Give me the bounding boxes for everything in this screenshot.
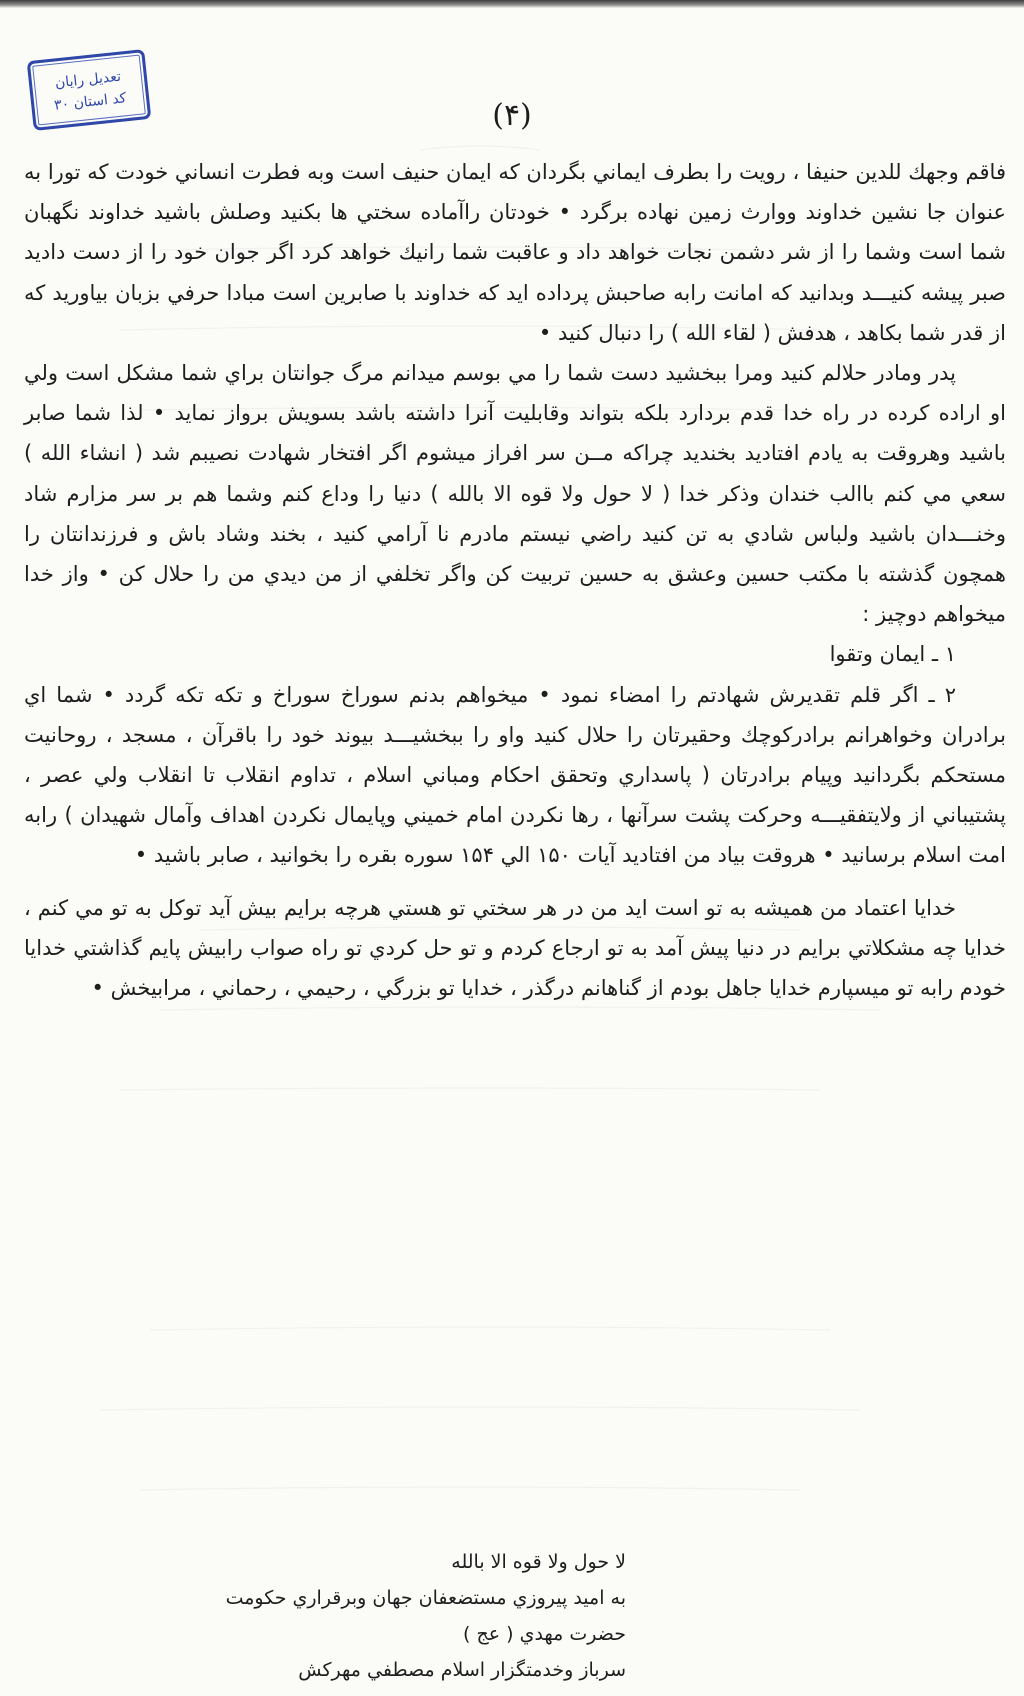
stamp-line-2: کد استان ۳۰ [53, 90, 128, 114]
list-item-1: ۱ ـ ايمان وتقوا [829, 642, 956, 667]
closing-line-1: لا حول ولا قوه الا بالله [451, 1551, 626, 1573]
paragraph-prayer: خدايا اعتماد من هميشه به تو است ايد من در هر سختي تو هستي هرچه برايم بيش آيد توكل به تو مي كنم ، خدايا چه مشكلاتي برايم در دنيا پيش آمد به تو ارجاع كردم و تو حل كردي تو راه صواب رابيش پايم گذاشتي خدايا خودم رابه تو ميسپارم خدايا جاهل بودم از گناهانم درگذر ، خدايا تو بزرگي ، رحيمي ، رحماني ، مرابيخش • [24, 895, 1006, 1001]
closing-block [226, 1544, 626, 1688]
letter-body [24, 152, 1006, 1008]
list-item-2: ۲ ـ اگر قلم تقديرش شهادتم را امضاء نمود • ميخواهم بدنم سوراخ سوراخ و تكه تكه گردد • شما اي برادران وخواهرانم برادركوچك وحقيرتان را حلال كنيد واو را ببخشيـــد بيوند خود را باقرآن ، مسجد ، روحانيت مستحكم بگردانيد وپيام برادرتان ( پاسداري وتحقق احكام ومباني اسلام ، تداوم انقلاب تا انقلاب ولي عصر ، پشتيباني از ولايتفقيـــه وحركت پشت سرآنها ، رها نكردن امام خميني وپايمال نكردن اهداف وآمال شهيدان ) رابه امت اسلام برسانيد • هروقت بياد من افتاديد آيات ۱۵۰ الي ۱۵۴ سوره بقره را بخوانيد ، صابر باشيد • [24, 682, 1006, 868]
page-number: (۴) [492, 98, 532, 133]
closing-line-4: سرباز وخدمتگزار اسلام مصطفي مهركش [298, 1659, 626, 1681]
closing-line-3: حضرت مهدي ( عج ) [463, 1623, 626, 1645]
closing-line-2: به اميد پيروزي مستضعفان جهان وبرقراري حكومت [225, 1587, 626, 1609]
blue-stamp [27, 49, 152, 131]
scan-top-edge [0, 0, 1024, 8]
stamp-line-1: تعدیل رایان [54, 68, 122, 92]
stamp-lettering [30, 52, 148, 127]
paragraph-1: فاقم وجهك للدين حنيفا ، رويت را بطرف ايماني بگردان كه ايمان حنيف است وبه فطرت انساني خودت كه تورا به عنوان جا نشين خداوند ووارث زمين نهاده برگرد • خودتان راآماده سختي ها بكنيد وصلش باشيد خداوند نگهبان شما است وشما را از شر دشمن نجات خواهد داد و عاقبت شما رانيك خواهد كرد اگر جوان خود را از دست داديد صبر پيشه كنيـــد وبدانيد كه امانت رابه صاحبش پرداده ايد كه خداوند با صابرين است مبادا حرفي بزبان بياوريد كه از قدر شما بكاهد ، هدفش ( لقاء الله ) را دنبال كنيد • [24, 160, 1006, 345]
paragraph-2: پدر ومادر حلالم كنيد ومرا ببخشيد دست شما را مي بوسم ميدانم مرگ جوانتان براي شما مشكل است ولي او اراده كرده در راه خدا قدم بردارد بلكه بتواند وقابليت آنرا داشته باشد بسويش برواز نمايد • لذا شما صابر باشيد وهروقت به يادم افتاديد بخنديد چراكه مــن سر افراز ميشوم اگر افتخار شهادت نصيبم شد ( انشاء الله ) سعي مي كنم باالب خندان وذكر خدا ( لا حول ولا قوه الا بالله ) دنيا را وداع كنم وشما هم بر سر مزارم شاد وخنـــدان باشيد ولباس شادي به تن كنيد راضي نيستم مادرم نا آرامي كنيد ، بخند وشاد باش و فرزندانتان را همچون گذشته با مكتب حسين وعشق به حسين تربيت كن واگر تخلفي از من ديدي من را حلال كن • واز خدا ميخواهم دوچيز : [24, 361, 1006, 627]
